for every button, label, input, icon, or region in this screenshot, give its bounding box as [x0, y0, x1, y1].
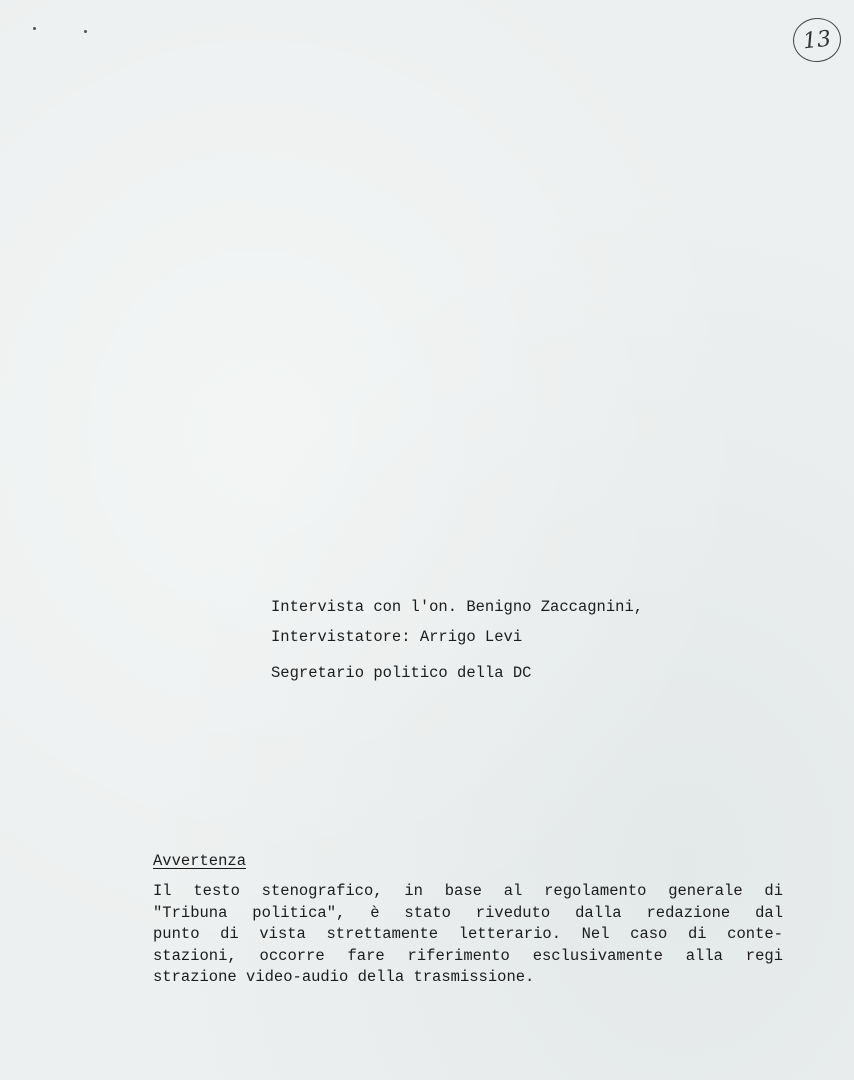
notice-line: "Tribuna politica", è stato riveduto dalla redazione dal	[153, 903, 783, 922]
ink-speck	[33, 27, 36, 30]
ink-speck	[84, 30, 87, 33]
notice-body	[153, 881, 783, 989]
interview-title-line-2: Segretario politico della DC	[271, 664, 532, 682]
page-number-stamp: 13	[791, 16, 843, 65]
notice-line: stazioni, occorre fare riferimento esclusivamente alla regi	[153, 946, 783, 965]
interview-title-line-1: Intervista con l'on. Benigno Zaccagnini,	[271, 598, 644, 616]
notice-line: Il testo stenografico, in base al regolamento generale di	[153, 882, 783, 900]
interviewer-line: Intervistatore: Arrigo Levi	[271, 628, 523, 646]
notice-heading: Avvertenza	[153, 852, 247, 870]
notice-line: strazione video-audio della trasmissione.	[153, 968, 535, 986]
notice-line: punto di vista strettamente letterario. Nel caso di conte-	[153, 925, 783, 943]
